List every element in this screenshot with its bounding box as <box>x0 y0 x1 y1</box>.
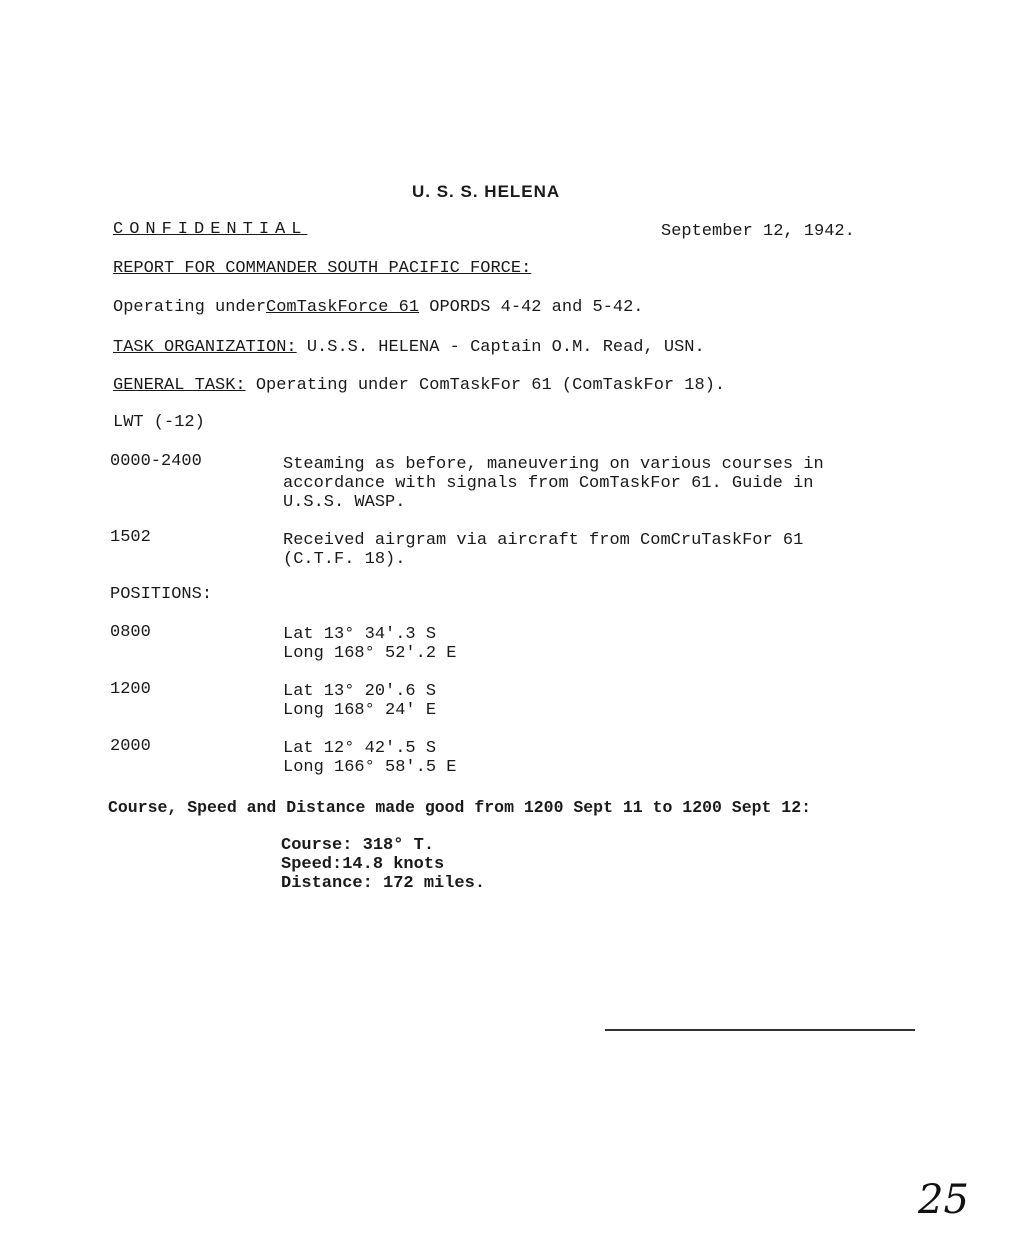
position-long: Long 168° 24' E <box>283 701 437 720</box>
task-organization <box>113 338 705 358</box>
classification: CONFIDENTIAL <box>113 220 308 239</box>
report-heading: REPORT FOR COMMANDER SOUTH PACIFIC FORCE: <box>113 259 532 278</box>
entry-line: Received airgram via aircraft from ComCruTaskFor 61 <box>283 531 804 550</box>
general-task <box>113 376 725 396</box>
position-time: 1200 <box>110 680 151 699</box>
made-good-heading: Course, Speed and Distance made good from 1200 Sept 11 to 1200 Sept 12: <box>108 798 812 817</box>
operating-authority: ComTaskForce 61 <box>266 298 420 317</box>
made-good-distance: Distance: 172 miles. <box>281 874 486 893</box>
task-organization-text: U.S.S. HELENA - Captain O.M. Read, USN. <box>306 338 705 357</box>
entry-line: (C.T.F. 18). <box>283 550 406 569</box>
ship-name: U. S. S. HELENA <box>412 182 561 201</box>
entry-time: 0000-2400 <box>110 452 202 471</box>
made-good-speed: Speed:14.8 knots <box>281 855 445 874</box>
task-organization-label: TASK ORGANIZATION: <box>113 338 297 357</box>
operating-prefix: Operating under <box>113 298 267 317</box>
operating-line <box>113 298 644 318</box>
general-task-text: Operating under ComTaskFor 61 (ComTaskFor 18). <box>255 376 726 395</box>
operating-suffix: OPORDS 4-42 and 5-42. <box>429 298 644 317</box>
entry-line: accordance with signals from ComTaskFor 61. Guide in <box>283 474 814 493</box>
position-time: 0800 <box>110 623 151 642</box>
entry-line: Steaming as before, maneuvering on various courses in <box>283 455 824 474</box>
position-lat: Lat 12° 42'.5 S <box>283 739 437 758</box>
made-good-course: Course: 318° T. <box>281 836 435 855</box>
entry-time: 1502 <box>110 528 151 547</box>
position-time: 2000 <box>110 737 151 756</box>
general-task-label: GENERAL TASK: <box>113 376 246 395</box>
position-long: Long 168° 52'.2 E <box>283 644 457 663</box>
positions-label: POSITIONS: <box>110 585 213 604</box>
position-lat: Lat 13° 34'.3 S <box>283 625 437 644</box>
report-date: September 12, 1942. <box>661 222 855 241</box>
signature-line <box>605 1029 915 1031</box>
position-lat: Lat 13° 20'.6 S <box>283 682 437 701</box>
time-zone: LWT (-12) <box>113 413 205 432</box>
entry-line: U.S.S. WASP. <box>283 493 406 512</box>
page-number: 25 <box>918 1177 969 1223</box>
position-long: Long 166° 58'.5 E <box>283 758 457 777</box>
